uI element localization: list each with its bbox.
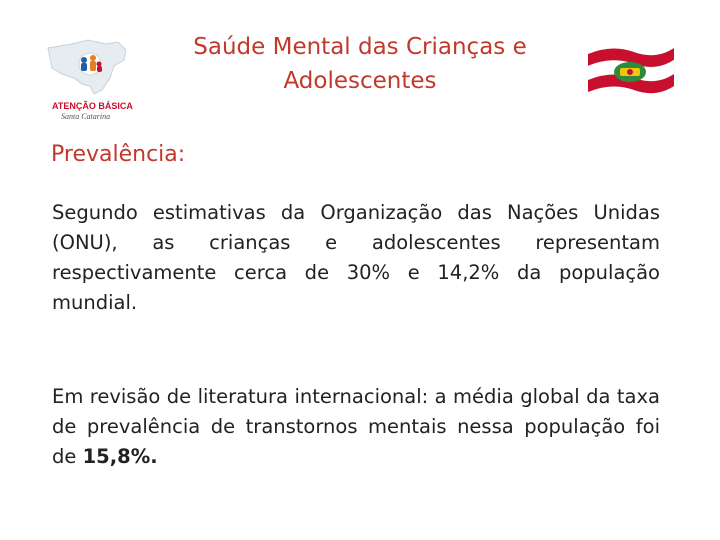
prevalence-value: 15,8%. (82, 445, 158, 468)
logo-caption-subtitle: Santa Catarina (61, 112, 111, 121)
page-title-line1: Saúde Mental das Crianças e (193, 34, 527, 60)
paragraph-literature-review (52, 382, 660, 472)
page-title-line2: Adolescentes (283, 68, 437, 94)
paragraph-literature-text: Em revisão de literatura internacional: a média global da taxa de prevalência de transtornos mentais nessa população foi de (52, 385, 660, 468)
atencao-basica-logo (38, 38, 138, 128)
page-title (150, 30, 570, 98)
santa-catarina-flag-icon (582, 40, 678, 106)
paragraph-onu-estimates: Segundo estimativas da Organização das Nações Unidas (ONU), as crianças e adolescentes representam respectivamente cerca de 30% e 14,2% da população mundial. (52, 201, 660, 314)
section-heading: Prevalência: (51, 142, 186, 167)
logo-caption-title: ATENÇÃO BÁSICA (52, 101, 133, 111)
santa-catarina-map-icon (44, 38, 134, 100)
